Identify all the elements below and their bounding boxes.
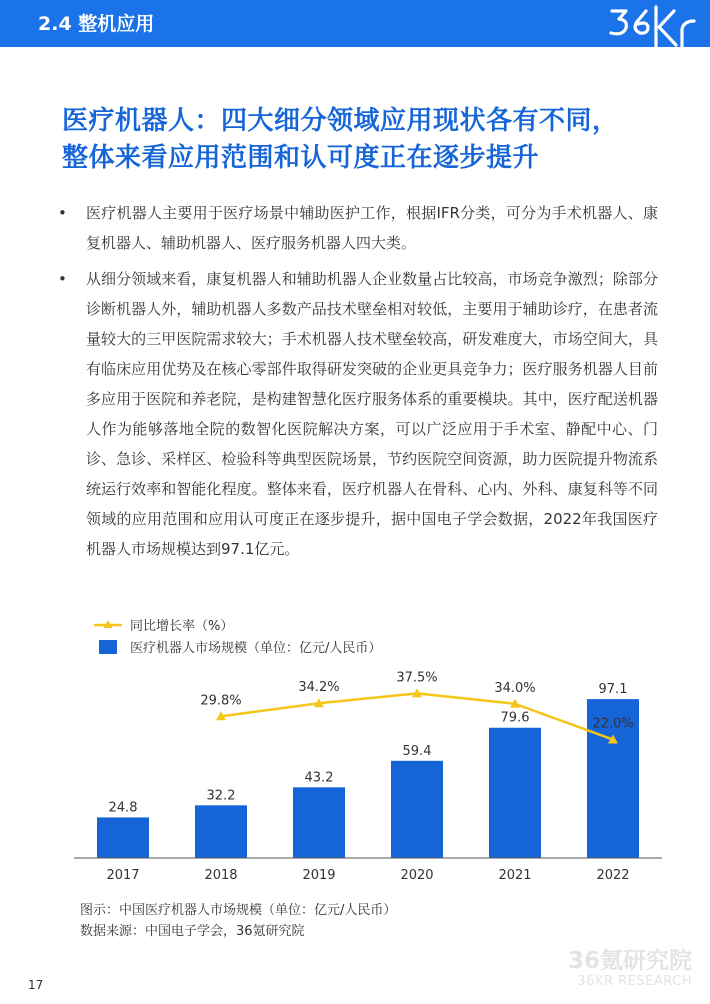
chart-svg [60,605,670,895]
page-title-line-2: 整体来看应用范围和认可度正在逐步提升 [62,143,540,173]
figure-caption [80,900,396,942]
legend-label-market-size: 医疗机器人市场规模（单位：亿元/人民币） [130,641,382,656]
growth-label-2022: 22.0% [592,716,634,732]
bar-label-2019: 43.2 [304,770,334,786]
bullet-item-1 [58,198,658,258]
bullet-text-2: 从细分领域来看，康复机器人和辅助机器人企业数量占比较高，市场竞争激烈；除部分诊断机器人外，辅助机器人多数产品技术壁垒相对较低，主要用于辅助诊疗，在患者流量较大的三甲医院需求较大；手术机器人技术壁垒较高，研发难度大，市场空间大，具有临床应用优势及在核心零部件取得研发突破的企业更具竞争力；医疗服务机器人目前多应用于医院和养老院，是构建智慧化医疗服务体系的重要模块。其中，医疗配送机器人作为能够落地全院的数智化医院解决方案，可以广泛应用于手术室、静配中心、门诊、急诊、采样区、检验科等典型医院场景，节约医院空间资源，助力医院提升物流系统运行效率和智能化程度。整体来看，医疗机器人在骨科、心内、外科、康复科等不同领域的应用范围和应用认可度正在逐步提升，据中国电子学会数据，2022年我国医疗机器人市场规模达到97.1亿元。 [86,270,658,558]
growth-rate-line [221,693,613,739]
watermark-main: 36氪研究院 [567,948,692,974]
market-size-chart [60,605,670,895]
bar-2019 [293,787,345,858]
growth-label-2018: 29.8% [200,693,242,709]
page-title [62,103,682,177]
bar-label-2020: 59.4 [402,743,432,759]
x-tick-label-2020: 2020 [400,868,434,883]
x-tick-label-2022: 2022 [596,868,630,883]
bar-2021 [489,728,541,858]
bar-label-2018: 32.2 [206,788,236,804]
x-tick-label-2018: 2018 [204,868,238,883]
legend-label-growth: 同比增长率（%） [130,619,234,634]
x-tick-label-2017: 2017 [106,868,140,883]
legend-bar-swatch [99,640,117,654]
bar-label-2022: 97.1 [598,682,628,698]
bullet-text-1: 医疗机器人主要用于医疗场景中辅助医护工作，根据IFR分类，可分为手术机器人、康复机器人、辅助机器人、医疗服务机器人四大类。 [86,204,658,252]
page-title-line-1: 医疗机器人：四大细分领域应用现状各有不同， [62,106,619,136]
bar-label-2021: 79.6 [500,710,530,726]
bar-2018 [195,805,247,858]
caption-title: 图示：中国医疗机器人市场规模（单位：亿元/人民币） [80,903,397,918]
bar-2020 [391,761,443,858]
page-number: 17 [28,978,44,992]
growth-label-2019: 34.2% [298,680,340,696]
36kr-research-watermark [568,948,692,989]
bullet-dot: • [58,204,67,222]
x-tick-label-2021: 2021 [498,868,532,883]
caption-source: 数据来源：中国电子学会，36氪研究院 [80,924,305,939]
watermark-sub: 36KR RESEARCH [577,974,692,989]
x-tick-label-2019: 2019 [302,868,336,883]
bullet-dot: • [58,270,67,288]
36kr-logo [602,3,698,47]
bar-label-2017: 24.8 [108,800,138,816]
growth-label-2021: 34.0% [494,680,536,696]
section-title: 2.4 整机应用 [38,13,155,35]
section-header-bar [0,0,710,47]
growth-label-2020: 37.5% [396,670,438,686]
bar-2017 [97,817,149,858]
bullet-item-2 [58,264,658,564]
